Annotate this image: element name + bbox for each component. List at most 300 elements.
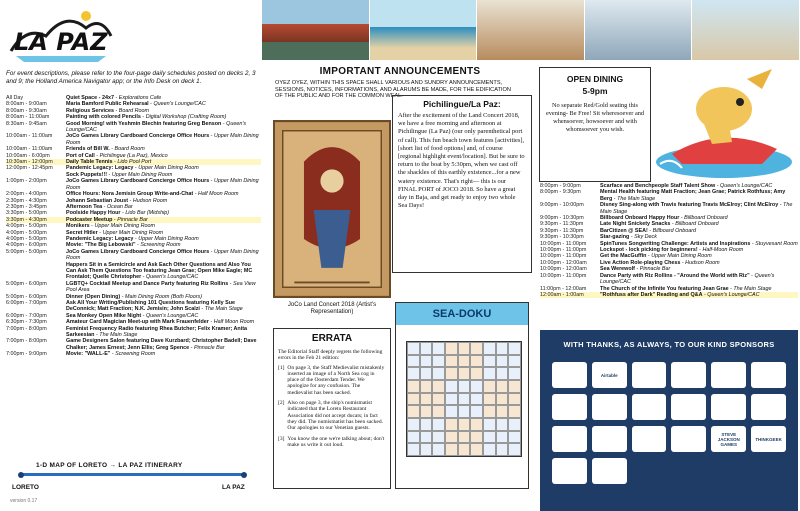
seadoku-cell[interactable]: [458, 393, 471, 406]
event-title: "Rothfuss after Dark" Reading and Q&A: [600, 291, 703, 298]
seadoku-cell[interactable]: [483, 443, 496, 456]
event-description: Mental Health featuring Matt Fraction; Jean Grae; Patrick Rothfuss; Amy Berg - The Main Stage: [600, 189, 786, 202]
event-title: Afternoon Tea: [66, 203, 103, 210]
seadoku-cell[interactable]: [483, 405, 496, 418]
seadoku-cell[interactable]: [420, 443, 433, 456]
seadoku-cell[interactable]: [432, 431, 445, 444]
event-description: Daily Table Tennis - Lido Pool Port: [66, 159, 152, 166]
event-description: Afternoon Tea - Ocean Bar: [66, 203, 133, 210]
event-time: 1:00pm - 2:00pm: [6, 178, 47, 185]
seadoku-cell[interactable]: [420, 367, 433, 380]
schedule-row: [540, 292, 798, 298]
seadoku-cell[interactable]: [470, 342, 483, 355]
event-time: 10:00pm - 11:00pm: [540, 253, 587, 260]
open-dining-box: [539, 67, 651, 182]
event-location: The Main Stage: [99, 332, 138, 339]
seadoku-cell[interactable]: [445, 342, 458, 355]
event-title: BarCitizen @ SEA!: [600, 227, 648, 234]
event-time: 11:00pm - 12:00am: [540, 285, 587, 292]
errata-number: [3]: [278, 435, 285, 442]
event-location: Billboard Onboard: [684, 215, 728, 222]
event-time: 4:00pm - 6:00pm: [6, 242, 47, 249]
event-title: Feminist Frequency Radio featuring Rhea Butcher; Felix Kramer; Anita Sarkeesian: [66, 325, 248, 339]
seadoku-cell[interactable]: [407, 393, 420, 406]
sponsor-logo: [711, 394, 746, 420]
event-description: The Church of the Infinite You featuring Jean Grae - The Main Stage: [600, 285, 772, 292]
event-time: 2:30pm - 4:30pm: [6, 197, 47, 204]
pichilingue-body: After the excitement of the Land Concert 2018, we have a free morning and afternoon at Pichilingue (La Paz) (our only parenthetical port of call). This fun beach town features [activities], [short list of food options] and, of course [regional highlight event/location]. But be sure to return to the boat by 5:30pm, when we cast off the shackles of this earthly existence...for a new watery existence. That's right— this is our FINAL PORT of JOCO 2018. So have a great day in Baja, and get ready to enjoy two whole Sea Days!: [398, 112, 525, 210]
event-location: Half-Moon Room: [702, 247, 744, 254]
event-time: 12:00am - 1:00am: [540, 291, 584, 298]
event-time: 10:00pm - 12:00am: [540, 266, 587, 273]
errata-item: [278, 365, 386, 396]
event-title: Movie: "WALL-E": [66, 351, 111, 358]
schedule-row: [540, 189, 798, 202]
loreto-marker: [18, 472, 24, 478]
event-title: Get the MacGuffin: [600, 253, 647, 260]
seadoku-cell[interactable]: [508, 443, 521, 456]
sponsor-logo: [671, 394, 706, 420]
errata-box: [273, 328, 391, 489]
event-location: Queen's Lounge/CAC: [153, 101, 206, 108]
event-description: "Rothfuss after Dark" Reading and Q&A - Queen's Lounge/CAC: [600, 291, 760, 298]
event-title: Friends of Bill W.: [66, 146, 110, 153]
schedule-row: [6, 121, 261, 134]
sponsor-logo: [671, 362, 706, 388]
event-description: Disney Sing-along with Travis featuring Travis McElroy; Clint McElroy - The Main Stage: [600, 202, 793, 215]
event-description: LGBTQ+ Cocktail Meetup and Dance Party featuring Riz Rollins - Sea View Pool Area: [66, 280, 256, 294]
event-location: Board Room: [118, 107, 150, 114]
seadoku-cell[interactable]: [508, 405, 521, 418]
seadoku-cell[interactable]: [407, 355, 420, 368]
event-time: 6:00pm - 7:00pm: [6, 300, 47, 306]
event-time: All Day: [6, 95, 24, 101]
seadoku-cell[interactable]: [458, 342, 471, 355]
seadoku-cell[interactable]: [407, 443, 420, 456]
seadoku-cell[interactable]: [420, 355, 433, 368]
seadoku-cell[interactable]: [432, 393, 445, 406]
event-location: Upper Main Dining Room: [111, 171, 173, 178]
errata-text: On page 3, the Staff Medievalist mistakenly inserted an image of a North Sea cog in place of the Oosterdam Tender. We apologize for any confusion. The medievalist has been sacked.: [287, 364, 385, 396]
seadoku-cell[interactable]: [496, 405, 509, 418]
seadoku-cell[interactable]: [508, 367, 521, 380]
seadoku-cell[interactable]: [445, 405, 458, 418]
seadoku-cell[interactable]: [470, 367, 483, 380]
event-location: Main Dining Room (Both Floors): [125, 293, 202, 300]
event-description: Sock Puppets!!! - Upper Main Dining Room: [66, 171, 173, 178]
event-time: 10:00pm - 12:00am: [540, 259, 587, 266]
event-location: Upper Main Dining Room: [66, 133, 259, 146]
seadoku-cell[interactable]: [508, 342, 521, 355]
sponsors-panel: [540, 330, 798, 511]
event-title: Lockspot - lock picking for beginners!: [600, 247, 698, 254]
sponsor-logo: [632, 426, 667, 452]
seadoku-cell[interactable]: [407, 431, 420, 444]
event-description: Game Designers Salon featuring Dave Kurzbard; Christopher Badell; Dave Chalker; James Ernest; Jenn Ellis; Greg Spence - Pinnacle Bar: [66, 338, 257, 351]
map-title: 1-D MAP OF LORETO → LA PAZ ITINERARY: [36, 462, 183, 469]
seadoku-cell[interactable]: [458, 405, 471, 418]
seadoku-cell[interactable]: [432, 418, 445, 431]
sponsor-logo: STEVE JACKSON GAMES: [711, 426, 746, 452]
event-title: Pandemic Legacy: Legacy: [66, 235, 134, 242]
seadoku-cell[interactable]: [458, 431, 471, 444]
event-description: Movie: "WALL-E" - Screening Room: [66, 351, 156, 358]
seadoku-cell[interactable]: [432, 355, 445, 368]
seadoku-cell[interactable]: [420, 393, 433, 406]
schedule-row: [6, 133, 261, 146]
seadoku-cell[interactable]: [508, 431, 521, 444]
event-description: JoCo Games Library Cardboard Concierge Office Hours - Upper Main Dining Room: [66, 133, 259, 146]
event-title: Poolside Happy Hour: [66, 210, 121, 217]
schedule-row: [6, 178, 261, 191]
event-description: Religious Services - Board Room: [66, 107, 150, 114]
seadoku-cell[interactable]: [420, 405, 433, 418]
event-title: Billboard Onboard Happy Hour: [600, 215, 680, 222]
seadoku-cell[interactable]: [483, 380, 496, 393]
itinerary-line: [20, 473, 245, 476]
schedule-right: [540, 183, 798, 298]
event-title: Quiet Space - 24x7: [66, 95, 114, 101]
event-title: Painting with colored Pencils: [66, 114, 141, 121]
errata-title: ERRATA: [311, 333, 353, 344]
seadoku-cell[interactable]: [458, 380, 471, 393]
seadoku-cell[interactable]: [470, 393, 483, 406]
errata-number: [2]: [278, 400, 285, 407]
seadoku-cell[interactable]: [407, 380, 420, 393]
seadoku-cell[interactable]: [496, 443, 509, 456]
sponsor-logo: [671, 426, 706, 452]
event-time: 8:00am - 9:30am: [6, 107, 47, 114]
seadoku-cell[interactable]: [458, 355, 471, 368]
errata-text: You know the one we're talking about; don't make us write it out loud.: [287, 435, 385, 448]
seadoku-cell[interactable]: [496, 342, 509, 355]
seadoku-cell[interactable]: [407, 405, 420, 418]
event-description: Movie: "The Big Lebowski" - Screening Room: [66, 242, 181, 249]
event-location: The Main Stage: [617, 195, 656, 202]
event-location: Queen's Lounge/CAC: [66, 120, 247, 134]
event-description: Pandemic Legacy: Legacy - Upper Main Dining Room: [66, 235, 199, 242]
event-title: Dinner (Open Dining): [66, 293, 121, 300]
event-time: 3:30pm - 4:30pm: [6, 216, 47, 223]
event-description: Johann Sebastian Joust - Hudson Room: [66, 197, 168, 204]
event-description: Port of Call - Pichilingue (La Paz), Mexico: [66, 152, 168, 159]
event-title: Port of Call: [66, 152, 95, 159]
seadoku-cell[interactable]: [432, 380, 445, 393]
painting-caption: JoCo Land Concert 2018 (Artist's Representation): [287, 302, 377, 315]
event-location: Half Moon Room: [213, 319, 255, 326]
event-location: Sky Deck: [634, 234, 657, 241]
event-location: Screening Room: [115, 351, 156, 358]
fitness-photo: [692, 0, 800, 60]
event-title: Ask All Your Writing/Publishing 101 Questions featuring Kelly Sue DeConnick; Matt Fraction; N.K. Jemisin; John Scalzi: [66, 300, 236, 313]
event-time: 2:00pm - 4:00pm: [6, 191, 47, 198]
event-time: 9:00pm - 10:00pm: [540, 202, 584, 209]
seadoku-cell[interactable]: [445, 443, 458, 456]
schedule-row: [6, 281, 261, 294]
event-title: Mental Health featuring Matt Fraction; Jean Grae; Patrick Rothfuss; Amy Berg: [600, 189, 786, 202]
sponsor-logo: [552, 458, 587, 484]
event-title: Sock Puppets!!!: [66, 171, 108, 178]
event-time: 12:00pm - 12:45pm: [6, 165, 53, 172]
seadoku-cell[interactable]: [445, 355, 458, 368]
event-description: Pandemic Legacy: Legacy - Upper Main Dining Room: [66, 165, 199, 172]
event-description: Sea Werewolf - Pinnacle Bar: [600, 266, 671, 273]
seadoku-cell[interactable]: [483, 393, 496, 406]
event-location: Queen's Lounge/CAC: [145, 274, 199, 281]
event-title: Amateur Card Magician Meet-up with Mark Frauenfelder: [66, 319, 209, 326]
event-description: Lockspot - lock picking for beginners! - Half-Moon Room: [600, 247, 744, 254]
event-location: Queen's Lounge/CAC: [707, 291, 760, 298]
seadoku-cell[interactable]: [496, 418, 509, 431]
seadoku-cell[interactable]: [420, 418, 433, 431]
event-location: Queen's Lounge/CAC: [720, 183, 773, 189]
seadoku-cell[interactable]: [483, 342, 496, 355]
event-description: Happers Sit in a Semicircle and Ask Each Other Questions and Also You Can Ask Them Questions Too featuring Jean Grae; Open Mike Eagle; MC Frontalot; Quelle Christopher - Queen's Lounge/CAC: [66, 261, 253, 281]
seadoku-cell[interactable]: [470, 355, 483, 368]
deck-photo: [585, 0, 693, 60]
event-location: The Main Stage: [600, 202, 793, 215]
event-title: The Church of the Infinite You featuring Jean Grae: [600, 285, 729, 292]
seadoku-cell[interactable]: [508, 418, 521, 431]
event-title: Game Designers Salon featuring Dave Kurzbard; Christopher Badell; Dave Chalker; James Ernest; Jenn Ellis; Greg Spence: [66, 338, 257, 351]
event-title: Disney Sing-along with Travis featuring Travis McElroy; Clint McElroy: [600, 202, 779, 209]
schedule-row: [540, 202, 798, 215]
seadoku-cell[interactable]: [458, 367, 471, 380]
seadoku-cell[interactable]: [496, 393, 509, 406]
photo-strip: [262, 0, 800, 60]
seadoku-cell[interactable]: [445, 418, 458, 431]
seadoku-cell[interactable]: [496, 355, 509, 368]
la-paz-logo: [6, 6, 116, 66]
event-time: 7:00pm - 9:00pm: [6, 351, 47, 358]
event-location: Billboard Onboard: [675, 221, 719, 228]
event-description: Amateur Card Magician Meet-up with Mark Frauenfelder - Half Moon Room: [66, 319, 255, 326]
event-location: Pichilingue (La Paz), Mexico: [99, 152, 168, 159]
sponsor-logo: [751, 362, 786, 388]
event-time: 9:00pm - 10:30pm: [540, 215, 584, 222]
pichilingue-title: Pichilingue/La Paz:: [423, 99, 501, 109]
event-description: Good Morning! with Yeshmin Blechin featuring Greg Benson - Queen's Lounge/CAC: [66, 120, 247, 134]
sponsor-logo: [751, 394, 786, 420]
event-description: Get the MacGuffin - Upper Main Dining Room: [600, 253, 712, 260]
seadoku-cell[interactable]: [407, 418, 420, 431]
city-photo: [262, 0, 370, 60]
seadoku-cell[interactable]: [508, 380, 521, 393]
event-title: Happers Sit in a Semicircle and Ask Each Other Questions and Also You Can Ask Them Questions Too featuring Jean Grae; Open Mike Eagle; MC Frontalot; Quelle Christopher: [66, 261, 253, 281]
event-time: 8:00pm - 9:00pm: [540, 183, 581, 189]
seadoku-cell[interactable]: [420, 431, 433, 444]
sponsor-logo: THINKGEEK: [751, 426, 786, 452]
concert-painting: [273, 120, 391, 298]
event-time: 9:30pm - 10:30pm: [540, 234, 584, 241]
schedule-row: [6, 262, 261, 281]
event-location: Explorations Cafe: [118, 95, 162, 101]
schedule-row: [6, 326, 261, 339]
event-time: 8:30am - 9:45am: [6, 120, 47, 127]
event-time: 7:00pm - 8:00pm: [6, 338, 47, 345]
event-title: LGBTQ+ Cocktail Meetup and Dance Party featuring Riz Rollins: [66, 280, 229, 287]
svg-text:LA PAZ: LA PAZ: [14, 28, 108, 56]
event-location: Upper Main Dining Room: [138, 235, 199, 242]
event-time: 7:00pm - 8:00pm: [6, 325, 47, 332]
event-time: 10:30am - 12:00pm: [6, 159, 53, 166]
event-location: Queen's Lounge/CAC: [145, 312, 199, 319]
event-title: JoCo Games Library Cardboard Concierge Office Hours: [66, 133, 210, 140]
schedule-row: [6, 351, 261, 357]
announcements-body: OYEZ OYEZ, WITHIN THIS SPACE SHALL VARIOUS AND SUNDRY ANNOUNCEMENTS, SESSIONS, NOTICES, INFORMATIONS, AND ALARUMS BE MADE, FOR THE EDIFICATION OF THE PUBLIC AND FOR THE COMMON WEAL.: [275, 80, 511, 100]
event-description: BarCitizen @ SEA! - Billboard Onboard: [600, 227, 697, 234]
seadoku-cell[interactable]: [445, 380, 458, 393]
seadoku-cell[interactable]: [470, 431, 483, 444]
event-description: Sea Monkey Open Mike Night - Queen's Lounge/CAC: [66, 312, 199, 319]
seadoku-title: SEA-DOKU: [396, 303, 528, 325]
event-title: Sea Monkey Open Mike Night: [66, 312, 142, 319]
dining-title: OPEN DINING: [566, 74, 624, 84]
schedule-row: [6, 300, 261, 313]
event-description: Friends of Bill W. - Board Room: [66, 146, 145, 153]
map-from-label: LORETO: [12, 484, 39, 491]
event-title: Secret Hitler: [66, 229, 98, 236]
event-description: JoCo Games Library Cardboard Concierge Office Hours - Upper Main Dining Room: [66, 248, 259, 262]
event-description: Dinner (Open Dining) - Main Dining Room (Both Floors): [66, 293, 202, 300]
event-location: Pinnacle Bar: [639, 266, 671, 273]
event-time: 8:00am - 9:00am: [6, 101, 47, 108]
sponsor-logo: [592, 458, 627, 484]
event-description: Dance Party with Riz Rollins - "Around the World with Riz" - Queen's Lounge/CAC: [600, 272, 775, 286]
la-paz-marker: [241, 472, 247, 478]
errata-number: [1]: [278, 364, 285, 371]
event-description: Ask All Your Writing/Publishing 101 Questions featuring Kelly Sue DeConnick; Matt Fraction; N.K. Jemisin; John Scalzi - The Main Stage: [66, 300, 243, 313]
event-location: The Main Stage: [204, 306, 243, 313]
event-title: Dance Party with Riz Rollins - "Around the World with Riz": [600, 272, 750, 279]
event-title: Late Night Snickety Snacks: [600, 221, 671, 228]
seadoku-cell[interactable]: [420, 380, 433, 393]
event-time: 10:00am - 6:00pm: [6, 152, 50, 159]
schedule-left: [6, 95, 261, 358]
event-time: 6:00pm - 7:00pm: [6, 312, 47, 319]
seadoku-cell[interactable]: [496, 431, 509, 444]
event-location: Sea View Pool Area: [66, 280, 256, 294]
event-title: Maria Bamford Public Rehearsal: [66, 101, 149, 108]
dining-photo: [477, 0, 585, 60]
errata-intro: The Editorial Staff deeply regrets the following errors in the Feb 21 edition:: [278, 349, 383, 362]
seadoku-grid[interactable]: [406, 341, 522, 457]
event-description: Star-gazing - Sky Deck: [600, 234, 657, 241]
errata-item: [278, 400, 386, 431]
seadoku-cell[interactable]: [420, 342, 433, 355]
seadoku-cell[interactable]: [483, 418, 496, 431]
seadoku-cell[interactable]: [496, 380, 509, 393]
event-location: The Main Stage: [733, 285, 772, 292]
event-description: Live Action Role-playing Chess - Hudson Room: [600, 259, 720, 266]
seadoku-cell[interactable]: [483, 355, 496, 368]
event-location: Hudson Room: [685, 259, 720, 266]
sponsor-logo: [711, 362, 746, 388]
event-description: JoCo Games Library Cardboard Concierge Office Hours - Upper Main Dining Room: [66, 178, 259, 191]
event-description: Poolside Happy Hour - Lido Bar (Midship): [66, 210, 170, 217]
event-location: Upper Main Dining Room: [66, 178, 259, 191]
event-location: Upper Main Dining Room: [102, 229, 164, 236]
event-time: 10:00am - 11:00am: [6, 146, 53, 153]
seadoku-cell[interactable]: [470, 405, 483, 418]
event-time: [6, 262, 66, 281]
sponsors-title: WITH THANKS, AS ALWAYS, TO OUR KIND SPONSORS: [563, 340, 775, 349]
seadoku-cell[interactable]: [483, 367, 496, 380]
event-location: Hudson Room: [132, 197, 168, 204]
seadoku-cell[interactable]: [458, 443, 471, 456]
schedule-row: [6, 338, 261, 351]
errata-text: Also on page 3, the ship's numismatist indicated that the Loreto Restaurant Association did not accept ducats; in fact they did. The numismatist has been sacked. Our apologies to our Venetian guests.: [287, 400, 383, 432]
seadoku-cell[interactable]: [432, 405, 445, 418]
event-location: Upper Main Dining Room: [66, 248, 259, 262]
event-title: Daily Table Tennis: [66, 159, 113, 166]
dining-body: No separate Red/Gold seating this evening- Be Free! Sit wheresoever and whensoever, howsoever and with whomsoever you wish.: [545, 102, 645, 133]
event-time: 8:00pm - 9:30pm: [540, 189, 581, 196]
dog-jetski-illustration: [652, 64, 795, 182]
seadoku-cell[interactable]: [445, 393, 458, 406]
event-description: Office Hours: Nora Jemisin Group Write-and-Chat - Half Moon Room: [66, 191, 239, 198]
seadoku-cell[interactable]: [508, 393, 521, 406]
seadoku-cell[interactable]: [445, 431, 458, 444]
seadoku-cell[interactable]: [432, 443, 445, 456]
event-time: 4:00pm - 5:00pm: [6, 223, 47, 230]
sponsor-logo: [552, 426, 587, 452]
pichilingue-box: [392, 95, 532, 273]
seadoku-cell[interactable]: [407, 342, 420, 355]
event-title: SpinTunes Songwriting Challenge: Artists and Inspirations: [600, 240, 751, 247]
event-location: Upper Main Dining Room: [138, 165, 199, 172]
event-time: 8:00am - 11:00am: [6, 114, 50, 121]
seadoku-cell[interactable]: [458, 418, 471, 431]
event-location: Board Room: [114, 146, 145, 153]
seadoku-cell[interactable]: [470, 443, 483, 456]
seadoku-cell[interactable]: [508, 355, 521, 368]
seadoku-cell[interactable]: [470, 418, 483, 431]
sponsor-logo: [632, 394, 667, 420]
seadoku-cell[interactable]: [432, 367, 445, 380]
event-location: Lido Bar (Midship): [125, 210, 170, 217]
event-time: 6:30pm - 7:30pm: [6, 319, 47, 326]
event-description: Feminist Frequency Radio featuring Rhea Butcher; Felix Kramer; Anita Sarkeesian - The Main Stage: [66, 325, 248, 339]
seadoku-cell[interactable]: [483, 431, 496, 444]
event-description: Scarface and Benchpeople Staff Talent Show - Queen's Lounge/CAC: [600, 183, 773, 189]
schedule-row: [540, 273, 798, 286]
dining-time: 5-9pm: [582, 86, 608, 96]
event-description: Podcaster Meetup - Pinnacle Bar: [66, 216, 148, 223]
event-title: Star-gazing: [600, 234, 630, 241]
event-location: Screening Room: [140, 242, 181, 249]
event-title: Podcaster Meetup: [66, 216, 113, 223]
event-title: Sea Werewolf: [600, 266, 635, 273]
event-time: 4:00pm - 5:00pm: [6, 229, 47, 236]
event-location: Pinnacle Bar: [193, 344, 225, 351]
errata-item: [278, 436, 386, 449]
event-time: 5:00pm - 6:00pm: [6, 293, 47, 300]
sponsor-logo: [592, 394, 627, 420]
sponsor-logo-grid: [552, 362, 786, 484]
seadoku-cell[interactable]: [432, 342, 445, 355]
event-title: Scarface and Benchpeople Staff Talent Show: [600, 183, 716, 189]
seadoku-cell[interactable]: [407, 367, 420, 380]
event-title: JoCo Games Library Cardboard Concierge Office Hours: [66, 248, 210, 255]
event-time: 5:00pm - 6:00pm: [6, 280, 47, 287]
seadoku-cell[interactable]: [470, 380, 483, 393]
seadoku-cell[interactable]: [496, 367, 509, 380]
map-to-label: LA PAZ: [222, 484, 245, 491]
seadoku-cell[interactable]: [445, 367, 458, 380]
event-description: Maria Bamford Public Rehearsal - Queen's Lounge/CAC: [66, 101, 206, 108]
event-time: 3:30pm - 5:00pm: [6, 210, 47, 217]
